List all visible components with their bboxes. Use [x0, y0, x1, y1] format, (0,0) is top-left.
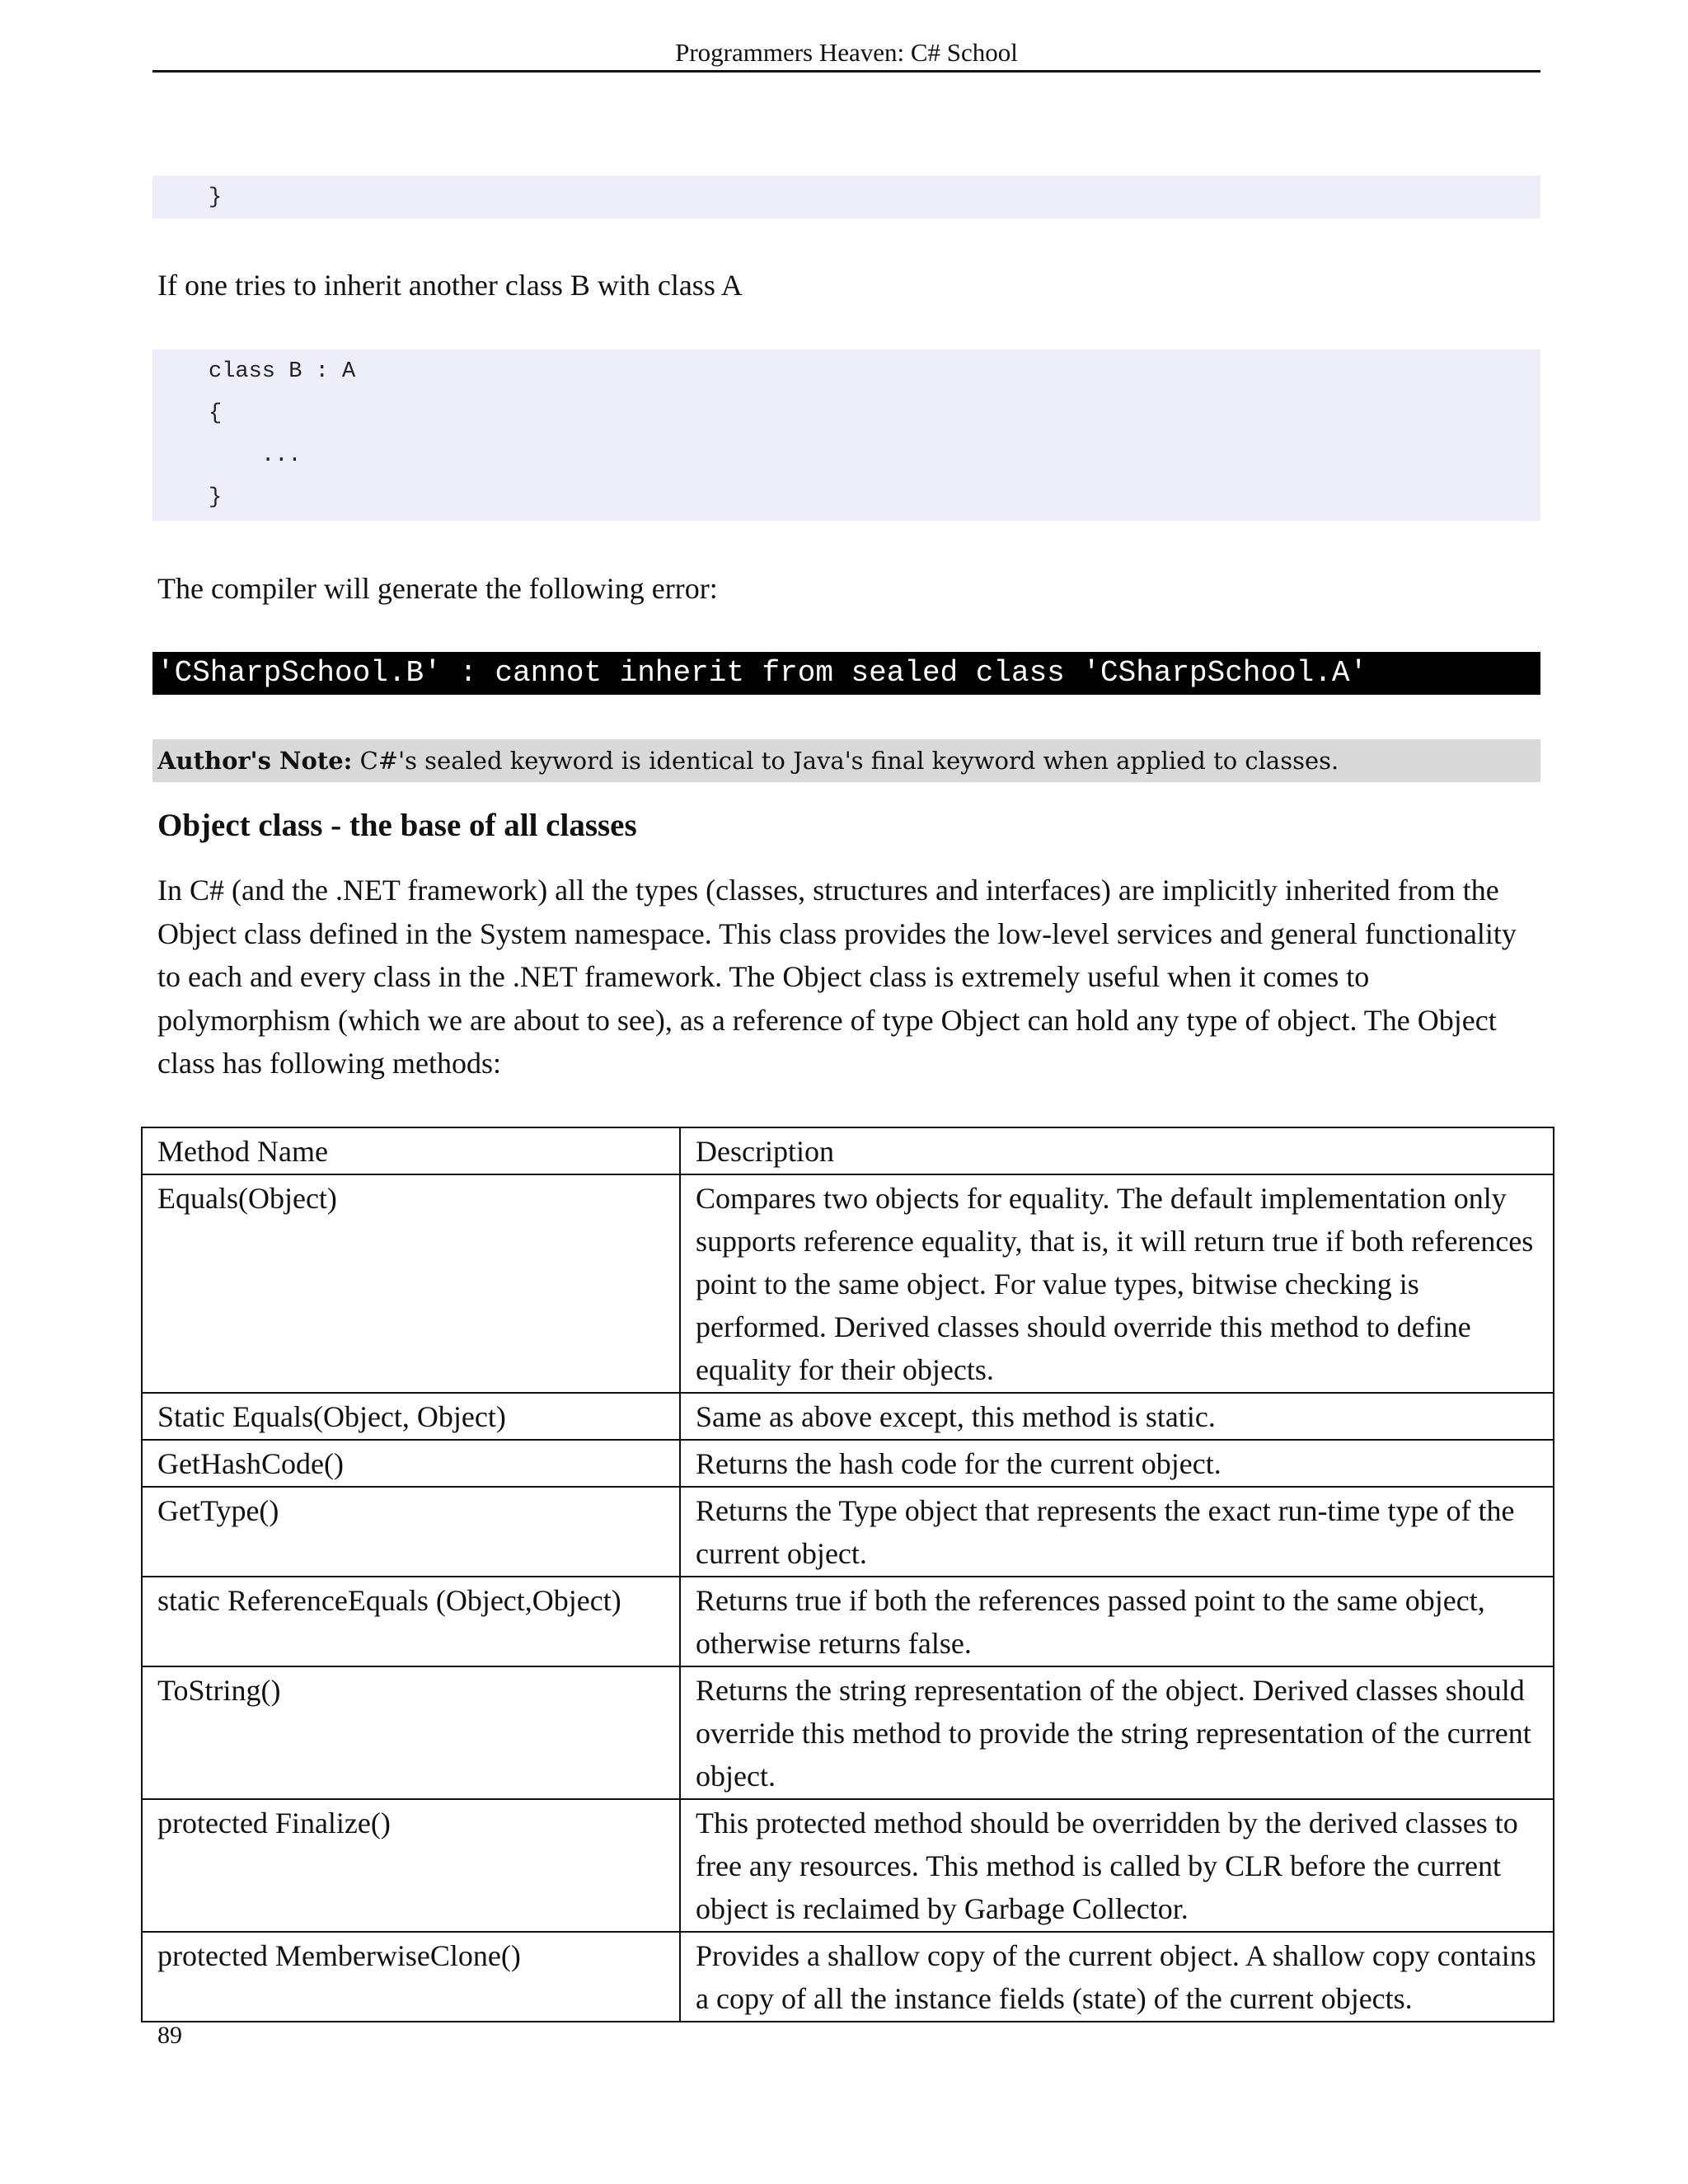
table-row	[142, 1577, 1554, 1666]
authors-note-label: Author's Note:	[157, 747, 353, 775]
paragraph-compiler-error-intro: The compiler will generate the following error:	[157, 572, 718, 605]
page-number: 89	[157, 2022, 182, 2049]
method-description-cell: Returns the Type object that represents the exact run-time type of the current object.	[680, 1487, 1554, 1577]
table-row	[142, 1799, 1554, 1932]
table-row	[142, 1666, 1554, 1799]
code-line: }	[209, 485, 223, 510]
running-header: Programmers Heaven: C# School	[675, 38, 1018, 67]
method-name-cell: protected Finalize()	[142, 1799, 680, 1932]
code-block-closing-brace	[152, 176, 1540, 218]
method-name-cell: GetType()	[142, 1487, 680, 1577]
method-name-cell: static ReferenceEquals (Object,Object)	[142, 1577, 680, 1666]
method-name-cell: Equals(Object)	[142, 1174, 680, 1393]
console-error-output: 'CSharpSchool.B' : cannot inherit from sealed class 'CSharpSchool.A'	[152, 652, 1540, 695]
method-description-cell: Returns true if both the references passed point to the same object, otherwise returns false.	[680, 1577, 1554, 1666]
table-row	[142, 1393, 1554, 1440]
method-name-cell: Static Equals(Object, Object)	[142, 1393, 680, 1440]
table-row	[142, 1174, 1554, 1393]
table-row	[142, 1932, 1554, 2022]
method-description-cell: Returns the string representation of the object. Derived classes should override this method to provide the string representation of the current object.	[680, 1666, 1554, 1799]
code-line: }	[209, 185, 223, 210]
paragraph-inherit-intro: If one tries to inherit another class B with class A	[157, 269, 743, 302]
table-header-row	[142, 1127, 1554, 1174]
body-paragraph: In C# (and the .NET framework) all the types (classes, structures and interfaces) are implicitly inherited from the Object class defined in the System namespace. This class provides the low-level services and general functionality to each and every class in the .NET framework. The Object class is extremely useful when it comes to polymorphism (which we are about to see), as a reference of type Object can hold any type of object. The Object class has following methods:	[157, 874, 1517, 1080]
section-heading: Object class - the base of all classes	[157, 808, 637, 843]
methods-table	[141, 1127, 1554, 2022]
method-name-cell: ToString()	[142, 1666, 680, 1799]
table-row	[142, 1440, 1554, 1487]
authors-note	[152, 739, 1540, 782]
code-line: class B : A	[209, 359, 356, 384]
method-description-cell: Returns the hash code for the current object.	[680, 1440, 1554, 1487]
code-line: {	[209, 401, 223, 426]
method-name-cell: GetHashCode()	[142, 1440, 680, 1487]
authors-note-text: C#'s sealed keyword is identical to Java's final keyword when applied to classes.	[359, 747, 1339, 775]
method-description-cell: Compares two objects for equality. The default implementation only supports reference equality, that is, it will return true if both references point to the same object. For value types, bitwise checking is performed. Derived classes should override this method to define equality for their objects.	[680, 1174, 1554, 1393]
column-header: Method Name	[142, 1127, 680, 1174]
method-name-cell: protected MemberwiseClone()	[142, 1932, 680, 2022]
column-header: Description	[680, 1127, 1554, 1174]
code-block-class-b	[152, 349, 1540, 521]
table-row	[142, 1487, 1554, 1577]
method-description-cell: This protected method should be overridden by the derived classes to free any resources. This method is called by CLR before the current object is reclaimed by Garbage Collector.	[680, 1799, 1554, 1932]
header-rule	[152, 70, 1540, 73]
method-description-cell: Same as above except, this method is static.	[680, 1393, 1554, 1440]
code-line: ...	[261, 443, 302, 468]
method-description-cell: Provides a shallow copy of the current object. A shallow copy contains a copy of all the instance fields (state) of the current objects.	[680, 1932, 1554, 2022]
